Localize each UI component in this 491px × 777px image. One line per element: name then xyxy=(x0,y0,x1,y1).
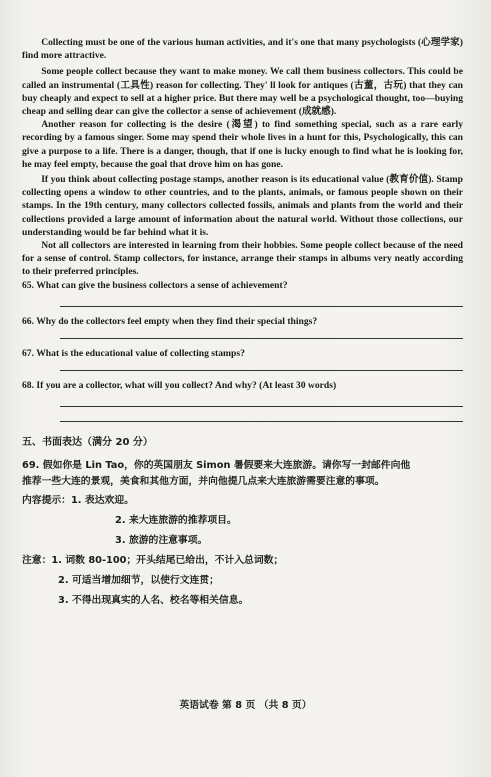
page-footer: 英语试卷 第 8 页 （共 8 页） xyxy=(179,700,312,711)
note-3: 3. 不得出现真实的人名、校名等相关信息。 xyxy=(58,594,249,606)
note-1: 注意：1. 词数 80-100；开头结尾已给出，不计入总词数； xyxy=(22,554,284,566)
passage-paragraph-1: Collecting must be one of the various human activities, and it's one that many psychologists (心理学家) find more attractive. xyxy=(22,37,463,62)
passage-paragraph-3: Another reason for collecting is the desire (渴望) to find something special, such as a rare early recording by a famous singer. Some may spend their whole lives in a hunt for this, Psychologically, this can give a purpose to a life. There is a danger, though, that if one is lucky enough to find what he is looking for, he may feel empty, because the goal that drove him on has gone. xyxy=(22,119,463,170)
section-title-writing: 五、书面表达（满分 20 分） xyxy=(22,436,153,448)
question-68: 68. If you are a collector, what will you collect? And why? (At least 30 words) xyxy=(22,379,337,391)
content-hint-3: 3. 旅游的注意事项。 xyxy=(115,534,208,546)
passage-paragraph-2: Some people collect because they want to make money. We call them business collectors. This could be called an instrumental (工具性) reason for collecting. They' ll look for antiques (古董，古玩) that they can buy cheaply and expect to sell at a higher price. But there may well be a psychological thought, too—buying cheap and selling dear can give the collector a sense of achievement (成就感). xyxy=(22,66,463,118)
writing-prompt-line-2: 推荐一些大连的景观，美食和其他方面，并向他提几点来大连旅游需要注意的事项。 xyxy=(22,475,385,487)
note-2: 2. 可适当增加细节，以使行文连贯； xyxy=(58,574,219,586)
question-67: 67. What is the educational value of collecting stamps? xyxy=(22,347,245,359)
content-hint-2: 2. 来大连旅游的推荐项目。 xyxy=(115,514,237,526)
content-hint-1: 内容提示：1. 表达欢迎。 xyxy=(22,494,134,506)
question-65: 65. What can give the business collectors a sense of achievement? xyxy=(22,279,288,291)
question-66: 66. Why do the collectors feel empty when they find their special things? xyxy=(22,315,318,327)
writing-prompt-line-1: 69. 假如你是 Lin Tao，你的英国朋友 Simon 暑假要来大连旅游。请你写一封邮件向他 xyxy=(22,459,411,471)
passage-paragraph-5: Not all collectors are interested in learning from their hobbies. Some people collect because of the need for a sense of control. Stamp collectors, for instance, arrange their stamps in albums very neatly according to their preferred principles. xyxy=(22,240,463,278)
passage-paragraph-4: If you think about collecting postage stamps, another reason is its educational value (教育价值). Stamp collecting opens a window to other countries, and to the plants, animals, or famous people shown on their stamps. In the 19th century, many collectors collected fossils, animals and plants from the world and their collections provided a large amount of information about the natural world. Without those collections, our understanding would be far behind what it is. xyxy=(22,174,463,238)
